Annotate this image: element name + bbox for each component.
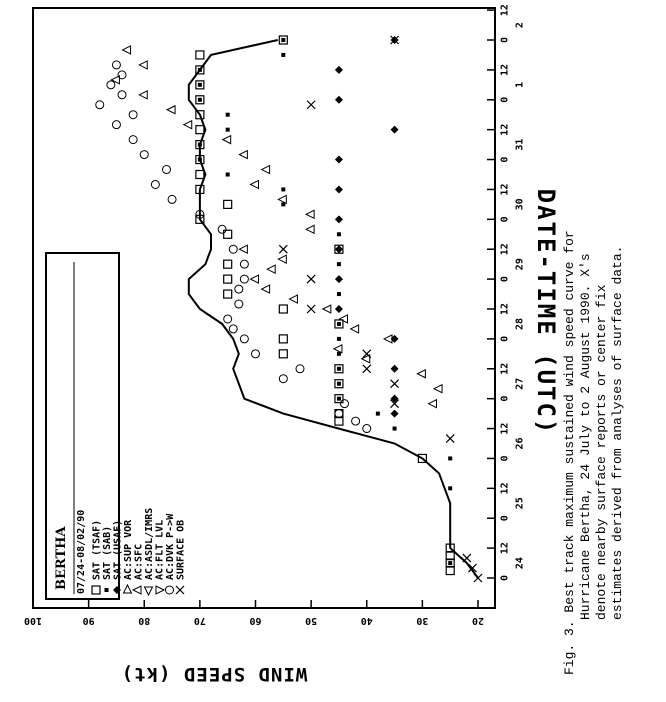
point-sat-sab- bbox=[281, 53, 285, 57]
point-ac-dvk-p-w bbox=[235, 285, 243, 293]
point-sat-tsaf- bbox=[224, 260, 232, 268]
x-tick-label-day: 25 bbox=[514, 497, 526, 510]
legend-symbol bbox=[156, 586, 164, 594]
x-tick-label-hour: 12 bbox=[499, 362, 511, 375]
x-tick-label-hour: 0 bbox=[499, 335, 511, 342]
point-ac-dvk-p-w bbox=[352, 417, 360, 425]
legend-symbol bbox=[145, 587, 153, 595]
legend-item bbox=[165, 513, 176, 594]
legend-symbol bbox=[105, 588, 109, 592]
point-surface-ob bbox=[391, 380, 399, 388]
x-tick-label-hour: 12 bbox=[499, 4, 511, 17]
point-sat-usaf- bbox=[391, 410, 399, 418]
point-ac-sfc bbox=[262, 285, 270, 293]
point-sat-sab- bbox=[226, 173, 230, 177]
legend-item bbox=[123, 519, 134, 593]
point-sat-sab- bbox=[337, 367, 341, 371]
legend-item bbox=[133, 544, 145, 594]
point-sat-tsaf- bbox=[335, 417, 343, 425]
caption-line-2: Hurricane Bertha, 24 July to 2 August 1990. X's bbox=[578, 253, 593, 620]
point-ac-sfc bbox=[139, 61, 147, 69]
point-ac-dvk-p-w bbox=[118, 91, 126, 99]
x-axis-ticks bbox=[487, 4, 526, 581]
legend-label: AC:DVK P->W bbox=[165, 513, 176, 580]
x-tick-label-hour: 0 bbox=[499, 156, 511, 163]
x-tick-label-hour: 0 bbox=[499, 455, 511, 462]
point-surface-ob bbox=[307, 305, 315, 313]
point-sat-sab- bbox=[337, 292, 341, 296]
x-tick-label-hour: 12 bbox=[499, 542, 511, 555]
point-sat-sab- bbox=[337, 397, 341, 401]
point-ac-dvk-p-w bbox=[235, 300, 243, 308]
point-sat-tsaf- bbox=[196, 171, 204, 179]
point-sat-sab- bbox=[448, 561, 452, 565]
x-tick-label-day: 28 bbox=[514, 317, 526, 330]
point-sat-sab- bbox=[393, 427, 397, 431]
point-ac-dvk-p-w bbox=[129, 111, 137, 119]
x-tick-label-day: 27 bbox=[514, 377, 526, 390]
chart bbox=[24, 4, 560, 685]
legend-label: SAT (SAB) bbox=[102, 525, 113, 580]
x-tick-label-hour: 12 bbox=[499, 482, 511, 495]
point-ac-dvk-p-w bbox=[363, 425, 371, 433]
point-ac-dvk-p-w bbox=[96, 101, 104, 109]
x-tick-label-day: 24 bbox=[514, 557, 526, 570]
point-ac-dvk-p-w bbox=[296, 365, 304, 373]
point-sat-sab- bbox=[226, 113, 230, 117]
point-ac-dvk-p-w bbox=[341, 400, 349, 408]
point-sat-usaf- bbox=[335, 215, 343, 223]
legend-title: BERTHA bbox=[54, 526, 69, 590]
point-sat-tsaf- bbox=[279, 305, 287, 313]
y-tick-label: 50 bbox=[305, 615, 318, 626]
y-tick-label: 70 bbox=[193, 615, 206, 626]
legend-label: SURFACE OB bbox=[175, 519, 187, 580]
point-sat-tsaf- bbox=[446, 552, 454, 560]
point-ac-dvk-p-w bbox=[224, 315, 232, 323]
x-tick-label-day: 1 bbox=[514, 81, 526, 88]
point-sat-usaf- bbox=[335, 275, 343, 283]
legend-label: AC:SFC bbox=[133, 543, 145, 580]
legend-item bbox=[144, 508, 155, 595]
legend-symbol bbox=[124, 585, 132, 593]
point-surface-ob bbox=[363, 365, 371, 373]
point-ac-dvk-p-w bbox=[129, 136, 137, 144]
point-ac-sfc bbox=[223, 136, 231, 144]
point-ac-dvk-p-w bbox=[112, 61, 120, 69]
legend-symbol bbox=[133, 586, 141, 594]
legend-label: AC:ASDL/IMRS bbox=[144, 507, 155, 580]
point-sat-sab- bbox=[337, 382, 341, 386]
y-tick-label: 60 bbox=[249, 615, 262, 626]
y-axis-ticks bbox=[24, 600, 484, 626]
x-tick-label-day: 29 bbox=[514, 258, 526, 271]
point-ac-dvk-p-w bbox=[229, 325, 237, 333]
x-tick-label-hour: 0 bbox=[499, 36, 511, 44]
point-surface-ob bbox=[307, 101, 315, 109]
point-ac-dvk-p-w bbox=[112, 121, 120, 129]
point-ac-dvk-p-w bbox=[335, 410, 343, 418]
point-ac-sfc bbox=[323, 305, 331, 313]
point-sat-sab- bbox=[281, 38, 285, 42]
caption bbox=[562, 230, 625, 675]
x-tick-label-hour: 0 bbox=[499, 96, 511, 103]
x-tick-label-hour: 12 bbox=[499, 183, 511, 196]
point-ac-sfc bbox=[306, 225, 314, 233]
legend-label: SAT (USAF) bbox=[112, 519, 124, 580]
legend-subtitle: 07/24-08/02/90 bbox=[76, 509, 87, 594]
point-ac-dvk-p-w bbox=[240, 335, 248, 343]
y-tick-label: 30 bbox=[416, 615, 429, 626]
y-axis-label: WIND SPEED (kt) bbox=[120, 663, 308, 685]
point-sat-tsaf- bbox=[196, 51, 204, 59]
point-ac-sfc bbox=[306, 210, 314, 218]
x-tick-label-day: 2 bbox=[514, 22, 526, 29]
point-sat-sab- bbox=[448, 486, 452, 490]
legend-item bbox=[155, 520, 166, 594]
point-sat-sab- bbox=[198, 83, 202, 87]
point-ac-sfc bbox=[267, 265, 275, 273]
point-ac-sfc bbox=[429, 400, 437, 408]
point-ac-sfc bbox=[239, 151, 247, 159]
point-sat-tsaf- bbox=[224, 275, 232, 283]
x-tick-label-hour: 0 bbox=[499, 395, 511, 402]
legend-label: AC:SUP VOR bbox=[123, 519, 134, 580]
legend-label: SAT (TSAF) bbox=[91, 519, 103, 580]
point-sat-sab- bbox=[448, 456, 452, 460]
x-tick-label-day: 31 bbox=[514, 138, 526, 151]
point-ac-sfc bbox=[262, 166, 270, 174]
point-ac-dvk-p-w bbox=[168, 195, 176, 203]
y-tick-label: 40 bbox=[360, 615, 373, 626]
point-sat-usaf- bbox=[335, 245, 343, 253]
point-sat-tsaf- bbox=[196, 126, 204, 134]
x-tick-label-hour: 0 bbox=[499, 276, 511, 283]
point-surface-ob bbox=[279, 245, 287, 253]
point-ac-sfc bbox=[351, 325, 359, 333]
point-ac-dvk-p-w bbox=[229, 245, 237, 253]
point-sat-tsaf- bbox=[279, 335, 287, 343]
point-ac-dvk-p-w bbox=[140, 151, 148, 159]
point-sat-sab- bbox=[281, 187, 285, 191]
point-ac-dvk-p-w bbox=[151, 180, 159, 188]
point-sat-tsaf- bbox=[224, 200, 232, 208]
data-marks bbox=[96, 36, 482, 582]
y-tick-label: 90 bbox=[82, 615, 95, 626]
point-sat-usaf- bbox=[335, 185, 343, 193]
point-ac-sfc bbox=[123, 46, 131, 54]
point-sat-usaf- bbox=[335, 305, 343, 313]
point-ac-dvk-p-w bbox=[163, 166, 171, 174]
point-ac-dvk-p-w bbox=[240, 275, 248, 283]
point-surface-ob bbox=[446, 435, 454, 443]
point-ac-sfc bbox=[184, 121, 192, 129]
point-ac-sfc bbox=[278, 255, 286, 263]
point-sat-usaf- bbox=[391, 365, 399, 373]
point-sat-usaf- bbox=[335, 156, 343, 164]
point-ac-dvk-p-w bbox=[240, 260, 248, 268]
x-tick-label-hour: 12 bbox=[499, 123, 511, 136]
caption-line-1: Fig. 3. Best track maximum sustained wind speed curve for bbox=[562, 230, 577, 675]
point-sat-usaf- bbox=[335, 66, 343, 74]
x-tick-label-hour: 0 bbox=[499, 515, 511, 522]
point-ac-sfc bbox=[334, 345, 342, 353]
legend-item bbox=[176, 520, 187, 594]
point-sat-sab- bbox=[226, 128, 230, 132]
y-tick-label: 80 bbox=[138, 615, 151, 626]
caption-line-3: denote nearby surface reports or center fix bbox=[594, 284, 609, 620]
point-surface-ob bbox=[307, 275, 315, 283]
x-tick-label-hour: 0 bbox=[499, 216, 511, 223]
point-ac-sfc bbox=[278, 195, 286, 203]
legend-symbol bbox=[166, 586, 174, 594]
best-track-line bbox=[189, 40, 478, 578]
point-sat-usaf- bbox=[391, 126, 399, 134]
point-sat-sab- bbox=[337, 337, 341, 341]
point-sat-sab- bbox=[337, 262, 341, 266]
x-tick-label-day: 30 bbox=[514, 198, 526, 211]
point-ac-sfc bbox=[239, 245, 247, 253]
x-tick-label-hour: 12 bbox=[499, 63, 511, 76]
point-sat-usaf- bbox=[335, 96, 343, 104]
legend-label: AC:FLT LVL bbox=[154, 519, 166, 580]
point-ac-dvk-p-w bbox=[107, 81, 115, 89]
point-sat-sab- bbox=[376, 412, 380, 416]
x-tick-label-hour: 12 bbox=[499, 422, 511, 435]
x-tick-label-day: 26 bbox=[514, 437, 526, 450]
point-sat-sab- bbox=[337, 322, 341, 326]
y-tick-label: 20 bbox=[471, 615, 485, 626]
point-ac-sfc bbox=[251, 180, 259, 188]
point-sat-sab- bbox=[198, 98, 202, 102]
point-ac-sfc bbox=[289, 295, 297, 303]
point-ac-sfc bbox=[139, 91, 147, 99]
y-tick-label: 100 bbox=[23, 615, 43, 626]
point-ac-dvk-p-w bbox=[252, 350, 260, 358]
point-ac-dvk-p-w bbox=[118, 71, 126, 79]
point-ac-sfc bbox=[251, 275, 259, 283]
point-ac-dvk-p-w bbox=[279, 375, 287, 383]
legend bbox=[46, 253, 187, 599]
x-tick-label-hour: 12 bbox=[499, 243, 511, 256]
x-axis-label: DATE-TIME (UTC) bbox=[532, 188, 560, 436]
point-ac-sfc bbox=[167, 106, 175, 114]
legend-symbol bbox=[176, 586, 184, 594]
point-sat-tsaf- bbox=[279, 350, 287, 358]
point-sat-tsaf- bbox=[224, 290, 232, 298]
x-tick-label-hour: 12 bbox=[499, 302, 511, 316]
point-sat-tsaf- bbox=[446, 567, 454, 575]
point-ac-sfc bbox=[417, 370, 425, 378]
point-ac-dvk-p-w bbox=[218, 225, 226, 233]
point-sat-sab- bbox=[337, 232, 341, 236]
x-tick-label-hour: 0 bbox=[499, 574, 511, 582]
caption-line-4: estimates derived from analyses of surface data. bbox=[610, 245, 625, 620]
point-ac-sfc bbox=[434, 385, 442, 393]
